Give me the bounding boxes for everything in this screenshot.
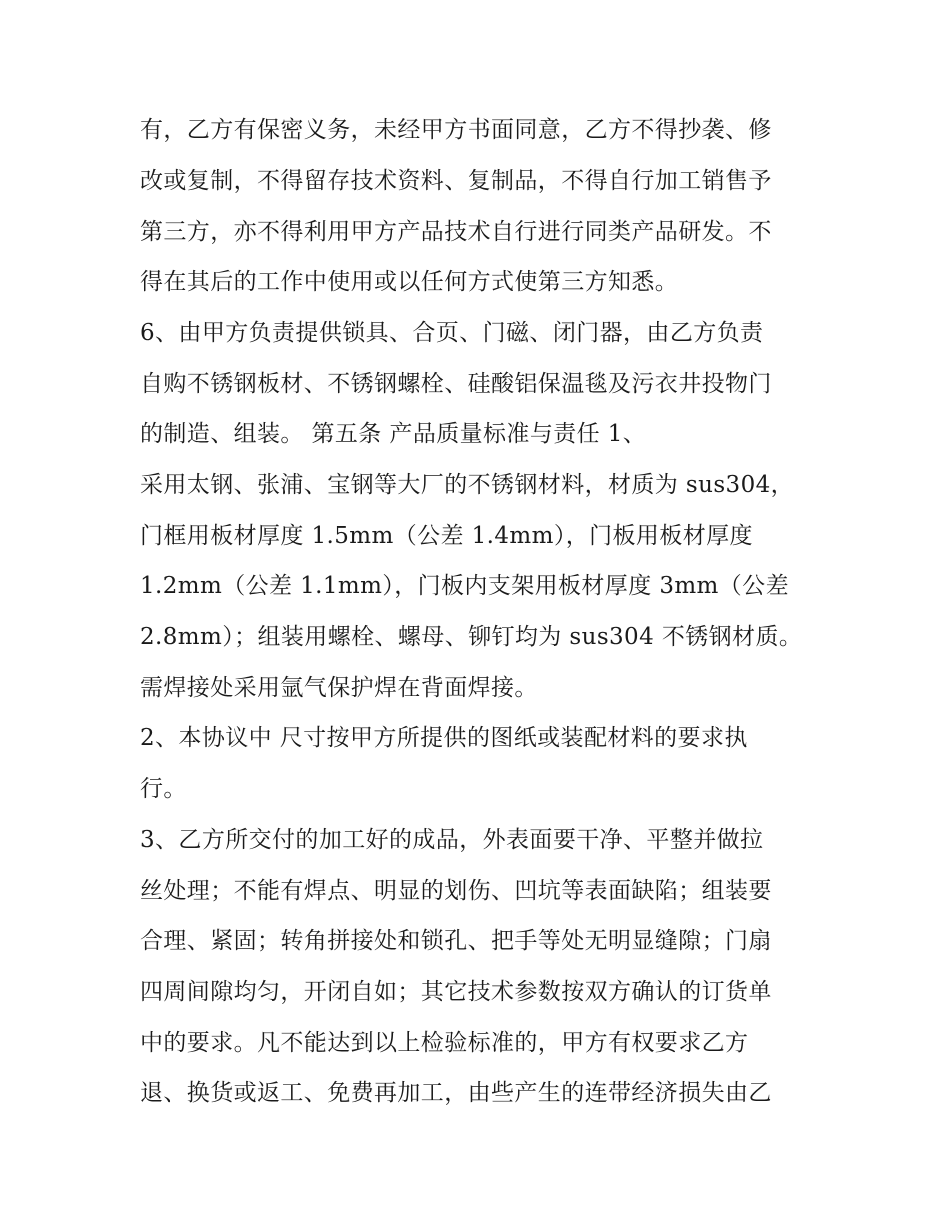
text-line: 行。 (140, 776, 187, 802)
text-line: 2、本协议中 尺寸按甲方所提供的图纸或装配材料的要求执 (140, 725, 748, 751)
text-line: 四周间隙均匀，开闭自如；其它技术参数按双方确认的订货单 (140, 979, 772, 1005)
text-line: 6、由甲方负责提供锁具、合页、门磁、闭门器，由乙方负责 (140, 320, 764, 346)
text-line: 第三方，亦不得利用甲方产品技术自行进行同类产品研发。不 (140, 219, 772, 245)
text-line: 丝处理；不能有焊点、明显的划伤、凹坑等表面缺陷；组装要 (140, 878, 772, 904)
text-line: 门框用板材厚度 1.5mm（公差 1.4mm），门板用板材厚度 (140, 523, 753, 549)
text-line: 的制造、组装。 第五条 产品质量标准与责任 1、 (140, 421, 647, 447)
text-line: 2.8mm）；组装用螺栓、螺母、铆钉均为 sus304 不锈钢材质。 (140, 624, 803, 650)
text-line: 中的要求。凡不能达到以上检验标准的，甲方有权要求乙方 (140, 1030, 749, 1056)
text-line: 合理、紧固；转角拼接处和锁孔、把手等处无明显缝隙；门扇 (140, 928, 772, 954)
text-line: 采用太钢、张浦、宝钢等大厂的不锈钢材料，材质为 sus304， (140, 472, 795, 498)
text-line: 自购不锈钢板材、不锈钢螺栓、硅酸铝保温毯及污衣井投物门 (140, 371, 772, 397)
text-line: 有，乙方有保密义务，未经甲方书面同意，乙方不得抄袭、修 (140, 117, 772, 143)
text-line: 需焊接处采用氩气保护焊在背面焊接。 (140, 675, 538, 701)
text-line: 得在其后的工作中使用或以任何方式使第三方知悉。 (140, 269, 679, 295)
text-line: 3、乙方所交付的加工好的成品，外表面要干净、平整并做拉 (140, 827, 764, 853)
text-line: 改或复制，不得留存技术资料、复制品，不得自行加工销售予 (140, 168, 772, 194)
text-line: 退、换货或返工、免费再加工，由些产生的连带经济损失由乙 (140, 1080, 772, 1106)
text-line: 1.2mm（公差 1.1mm），门板内支架用板材厚度 3mm（公差 (140, 573, 789, 599)
